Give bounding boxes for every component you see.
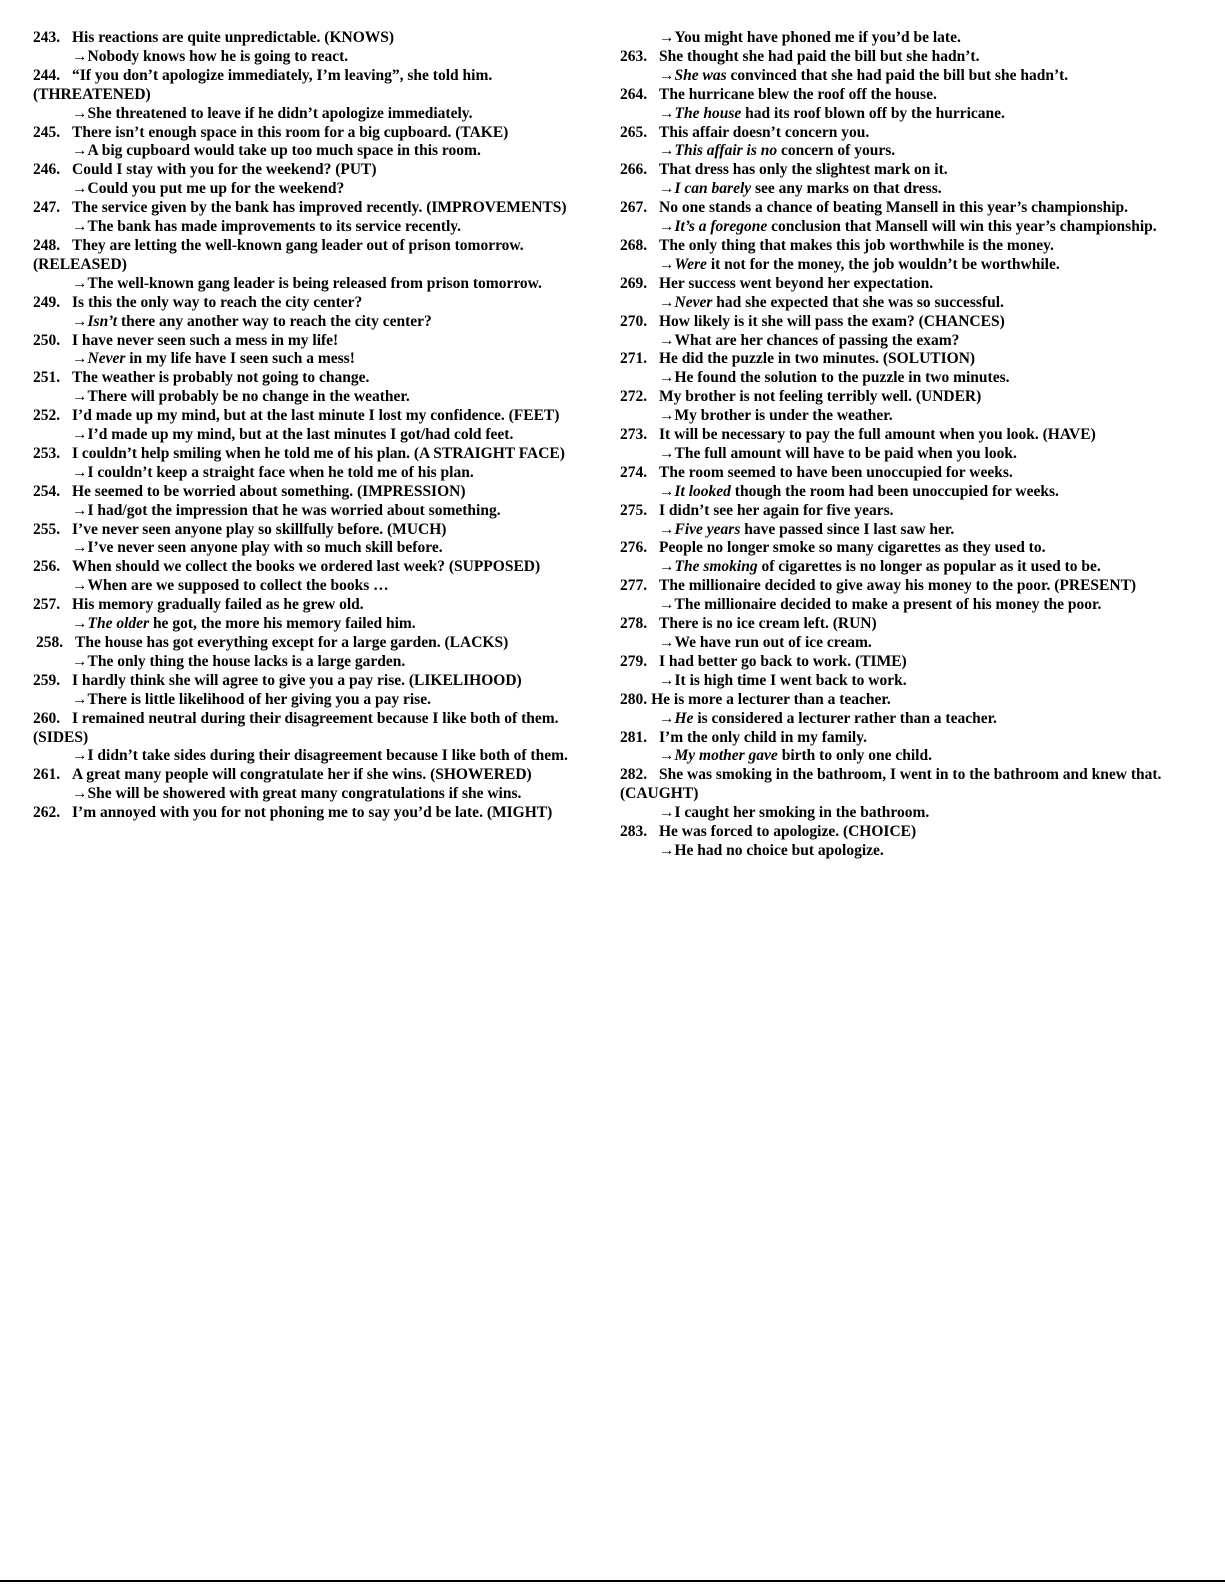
item-number: 247. [33,199,61,217]
exercise-item [620,539,1180,577]
exercise-item [33,67,603,124]
item-number: 243. [33,29,61,46]
item-number: 269. [620,274,648,292]
exercise-item [33,237,603,294]
question-text: I couldn’t help smiling when he told me of his plan. (A STRAIGHT FACE) [72,444,565,462]
question-line [33,161,603,180]
answer-text: →The millionaire decided to make a present of his money the poor. [659,596,1102,614]
answer-line [620,483,1180,502]
question-text: The weather is probably not going to change. [72,369,370,387]
answer-text: → [72,615,88,633]
exercise-item [33,407,603,445]
question-line [620,86,1180,105]
question-line [33,332,603,351]
answer-text: →We have run out of ice cream. [659,634,872,651]
question-line [620,313,1180,332]
answer-line [33,180,603,199]
item-number: 257. [33,596,61,614]
question-text: Her success went beyond her expectation. [659,274,934,292]
answer-text: → [72,350,88,368]
answer-line [620,804,1180,823]
question-line [620,199,1180,218]
item-number: 258. [36,634,64,651]
answer-line [33,539,603,558]
item-number: 246. [33,161,61,179]
item-number: 271. [620,350,648,368]
exercise-item [620,577,1180,615]
question-text: I’m annoyed with you for not phoning me to say you’d be late. (MIGHT) [72,804,553,822]
question-line [620,691,1180,710]
exercise-item [33,445,603,483]
answer-emphasis: Never [87,350,126,368]
question-line [33,558,603,577]
exercise-item [620,161,1180,199]
answer-text: concern of yours. [777,142,896,160]
exercise-item [620,823,1180,861]
item-number: 281. [620,728,648,746]
answer-emphasis: Isn’t [87,312,118,330]
answer-text: of cigarettes is no longer as popular as it used to be. [757,558,1101,576]
item-number: 268. [620,236,648,254]
answer-text: → [659,104,675,122]
answer-emphasis: Were [674,255,707,273]
exercise-item [620,237,1180,275]
question-text: I’d made up my mind, but at the last minute I lost my confidence. (FEET) [72,407,560,425]
answer-line [620,596,1180,615]
question-line [620,275,1180,294]
question-line [33,521,603,540]
item-number: 245. [33,123,61,141]
item-number: 251. [33,369,61,387]
exercise-item [33,596,603,634]
answer-line [620,29,1180,48]
answer-text: →A big cupboard would take up too much space in this room. [72,142,481,160]
answer-text: had she expected that she was so successful. [712,293,1004,311]
answer-line [33,577,603,596]
answer-text: →The bank has made improvements to its service recently. [72,218,462,236]
question-line [620,823,1180,842]
question-text: No one stands a chance of beating Mansell in this year’s championship. [659,199,1129,217]
exercise-item [620,766,1180,823]
answer-text: →The full amount will have to be paid when you look. [659,444,1017,462]
answer-text: →Could you put me up for the weekend? [72,180,345,198]
answer-emphasis: This affair is no [674,142,778,160]
answer-line [33,464,603,483]
answer-text: →I’ve never seen anyone play with so much skill before. [72,539,443,557]
question-text: He is more a lecturer than a teacher. [651,690,891,708]
exercise-item [620,653,1180,691]
question-line [33,294,603,313]
answer-text: →I had/got the impression that he was worried about something. [72,501,501,519]
exercise-item [620,729,1180,767]
exercise-item [33,558,603,596]
exercise-item [33,369,603,407]
answer-text: →The only thing the house lacks is a large garden. [72,652,406,670]
answer-emphasis: He [674,709,694,727]
answer-line [620,180,1180,199]
exercise-item [620,124,1180,162]
question-text: I didn’t see her again for five years. [659,501,894,519]
question-text: My brother is not feeling terribly well. (UNDER) [659,388,982,406]
item-number: 275. [620,501,648,519]
question-text: I’m the only child in my family. [659,728,867,746]
item-number: 262. [33,804,61,822]
question-line [620,237,1180,256]
answer-line [33,313,603,332]
question-text: Is this the only way to reach the city center? [72,293,363,311]
question-line [33,672,603,691]
question-line [33,483,603,502]
answer-line [33,785,603,804]
question-line [620,615,1180,634]
exercise-item [33,804,603,823]
question-line [620,350,1180,369]
question-line [620,161,1180,180]
question-line [620,577,1180,596]
question-line [620,388,1180,407]
exercise-item [620,388,1180,426]
answer-line [620,332,1180,351]
exercise-item [33,199,603,237]
question-line [33,124,603,143]
question-text: I hardly think she will agree to give you a pay rise. (LIKELIHOOD) [72,671,522,689]
question-line [33,67,603,105]
answer-text: it not for the money, the job wouldn’t be worthwhile. [706,255,1060,273]
answer-text: there any another way to reach the city center? [117,312,432,330]
question-line [620,124,1180,143]
answer-text: →What are her chances of passing the exam? [659,331,960,349]
answer-emphasis: The smoking [674,558,758,576]
question-line [33,199,603,218]
answer-text: →I couldn’t keep a straight face when he told me of his plan. [72,463,474,481]
answer-line [620,105,1180,124]
exercise-item [620,275,1180,313]
answer-text: →When are we supposed to collect the books … [72,577,389,595]
question-text: There isn’t enough space in this room for a big cupboard. (TAKE) [72,123,509,141]
answer-text: conclusion that Mansell will win this year’s championship. [767,218,1157,236]
item-number: 277. [620,577,648,595]
answer-text: → [659,709,675,727]
question-text: His reactions are quite unpredictable. (KNOWS) [72,29,395,46]
question-line [620,48,1180,67]
answer-text: →The well-known gang leader is being released from prison tomorrow. [72,274,542,292]
question-text: How likely is it she will pass the exam? (CHANCES) [659,312,1005,330]
question-text: I have never seen such a mess in my life! [72,331,339,349]
item-number: 274. [620,463,648,481]
answer-emphasis: The older [87,615,150,633]
question-text: The only thing that makes this job worthwhile is the money. [659,236,1054,254]
exercise-item [620,86,1180,124]
question-line [33,29,603,48]
answer-line [33,691,603,710]
item-number: 250. [33,331,61,349]
answer-text: →He found the solution to the puzzle in two minutes. [659,369,1010,387]
question-line [33,634,603,653]
answer-text: → [659,558,675,576]
question-text: He seemed to be worried about something. (IMPRESSION) [72,482,466,500]
question-text: There is no ice cream left. (RUN) [659,615,877,633]
answer-line [33,48,603,67]
answer-emphasis: It looked [674,482,731,500]
answer-text: → [72,312,88,330]
item-number: 266. [620,161,648,179]
item-number: 260. [33,709,61,727]
exercise-item [33,766,603,804]
answer-text: see any marks on that dress. [751,180,942,198]
question-text: It will be necessary to pay the full amount when you look. (HAVE) [659,426,1096,444]
answer-text: →She threatened to leave if he didn’t apologize immediately. [72,104,473,122]
question-text: She was smoking in the bathroom, I went in to the bathroom and knew that. (CAUGHT) [620,766,1162,803]
item-number: 283. [620,823,648,841]
question-line [33,804,603,823]
answer-line [33,142,603,161]
answer-line [620,842,1180,861]
answer-text: →I didn’t take sides during their disagreement because I like both of them. [72,747,568,765]
answer-line [33,218,603,237]
question-line [620,766,1180,804]
item-number: 249. [33,293,61,311]
answer-emphasis: Never [674,293,713,311]
answer-line [33,105,603,124]
right-column [620,29,1180,861]
question-text: This affair doesn’t concern you. [659,123,870,141]
item-number: 264. [620,85,648,103]
answer-text: is considered a lecturer rather than a teacher. [693,709,997,727]
answer-text: in my life have I seen such a mess! [125,350,355,368]
answer-text: →He had no choice but apologize. [659,841,884,859]
answer-text: → [659,255,675,273]
exercise-item [33,29,603,67]
answer-line [620,407,1180,426]
answer-line [620,256,1180,275]
exercise-item [620,313,1180,351]
answer-text: →My brother is under the weather. [659,407,893,425]
exercise-item [33,332,603,370]
question-line [620,502,1180,521]
answer-emphasis: She was [674,66,727,84]
exercise-item [33,294,603,332]
answer-line [620,142,1180,161]
question-text: The house has got everything except for a large garden. (LACKS) [75,634,509,651]
item-number: 272. [620,388,648,406]
answer-line [620,67,1180,86]
answer-line [33,615,603,634]
exercise-item [33,521,603,559]
answer-text: →I caught her smoking in the bathroom. [659,804,930,822]
answer-text: → [659,293,675,311]
question-line [33,710,603,748]
item-number: 267. [620,199,648,217]
answer-line [33,275,603,294]
exercise-item [620,350,1180,388]
exercise-item [620,199,1180,237]
answer-line [620,521,1180,540]
exercise-item [620,426,1180,464]
bottom-rule [0,1580,1225,1582]
question-text: He was forced to apologize. (CHOICE) [659,823,917,841]
question-text: His memory gradually failed as he grew old. [72,596,364,614]
question-line [620,464,1180,483]
answer-text: birth to only one child. [777,747,932,765]
answer-text: → [659,180,675,198]
question-line [33,237,603,275]
question-text: That dress has only the slightest mark on it. [659,161,948,179]
answer-text: have passed since I last saw her. [740,520,955,538]
exercise-item [33,710,603,767]
answer-text: →There will probably be no change in the weather. [72,388,410,406]
answer-text: → [659,66,675,84]
answer-text: → [659,142,675,160]
item-number: 265. [620,123,648,141]
question-text: The millionaire decided to give away his money to the poor. (PRESENT) [659,577,1137,595]
answer-line [620,634,1180,653]
answer-text: → [659,747,675,765]
answer-line [620,369,1180,388]
exercise-item [33,161,603,199]
answer-emphasis: The house [674,104,742,122]
answer-line [620,294,1180,313]
question-line [620,426,1180,445]
answer-line [33,653,603,672]
answer-text: he got, the more his memory failed him. [149,615,416,633]
answer-text: →She will be showered with great many congratulations if she wins. [72,785,522,803]
question-text: A great many people will congratulate her if she wins. (SHOWERED) [72,766,532,784]
question-text: He did the puzzle in two minutes. (SOLUTION) [659,350,976,368]
exercise-item [620,502,1180,540]
item-number: 273. [620,426,648,444]
question-line [620,539,1180,558]
question-text: The service given by the bank has improved recently. (IMPROVEMENTS) [72,199,567,217]
question-line [33,369,603,388]
item-number: 244. [33,66,61,84]
item-number: 255. [33,520,61,538]
answer-line [620,218,1180,237]
answer-line [33,426,603,445]
exercise-item [33,672,603,710]
answer-emphasis: It’s a foregone [674,218,768,236]
question-text: The hurricane blew the roof off the house. [659,85,937,103]
item-number: 252. [33,407,61,425]
question-text: When should we collect the books we ordered last week? (SUPPOSED) [72,558,541,576]
exercise-item [33,483,603,521]
exercise-item [620,48,1180,86]
exercise-item [620,464,1180,502]
question-text: They are letting the well-known gang leader out of prison tomorrow. (RELEASED) [33,236,524,273]
question-text: People no longer smoke so many cigarettes as they used to. [659,539,1046,557]
item-number: 248. [33,236,61,254]
answer-line [33,388,603,407]
answer-line [33,747,603,766]
answer-text: →I’d made up my mind, but at the last minutes I got/had cold feet. [72,426,514,444]
answer-line [620,747,1180,766]
answer-line [620,558,1180,577]
answer-text: →You might have phoned me if you’d be late. [659,29,961,46]
item-number: 263. [620,47,648,65]
question-line [620,653,1180,672]
exercise-item [620,615,1180,653]
question-line [33,407,603,426]
question-text: I had better go back to work. (TIME) [659,652,907,670]
answer-text: → [659,520,675,538]
item-number: 253. [33,444,61,462]
answer-line [620,710,1180,729]
item-number: 276. [620,539,648,557]
answer-text: →Nobody knows how he is going to react. [72,47,349,65]
item-number: 279. [620,652,648,670]
answer-text: → [659,218,675,236]
answer-text: →There is little likelihood of her giving you a pay rise. [72,690,431,708]
question-line [33,445,603,464]
item-number: 261. [33,766,61,784]
left-column [33,29,603,823]
question-text: I remained neutral during their disagreement because I like both of them. (SIDES) [33,709,559,746]
question-text: Could I stay with you for the weekend? (PUT) [72,161,377,179]
exercise-item [33,124,603,162]
answer-text: →It is high time I went back to work. [659,671,907,689]
answer-emphasis: Five years [674,520,741,538]
item-number: 280. [620,690,648,708]
exercise-item [33,634,603,672]
item-number: 259. [33,671,61,689]
answer-text: convinced that she had paid the bill but she hadn’t. [726,66,1069,84]
exercise-item [620,691,1180,729]
answer-line [33,350,603,369]
question-text: She thought she had paid the bill but she hadn’t. [659,47,980,65]
question-line [33,766,603,785]
question-text: “If you don’t apologize immediately, I’m leaving”, she told him. (THREATENED) [33,66,493,103]
item-number: 278. [620,615,648,633]
answer-emphasis: My mother gave [674,747,778,765]
answer-text: though the room had been unoccupied for weeks. [730,482,1059,500]
answer-line [33,502,603,521]
item-number: 254. [33,482,61,500]
item-number: 270. [620,312,648,330]
question-line [620,729,1180,748]
answer-line [620,672,1180,691]
question-text: I’ve never seen anyone play so skillfully before. (MUCH) [72,520,447,538]
question-text: The room seemed to have been unoccupied for weeks. [659,463,1013,481]
question-line [33,596,603,615]
answer-line [620,445,1180,464]
item-number: 256. [33,558,61,576]
answer-emphasis: I can barely [674,180,752,198]
item-number: 282. [620,766,648,784]
answer-text: had its roof blown off by the hurricane. [741,104,1005,122]
answer-text: → [659,482,675,500]
